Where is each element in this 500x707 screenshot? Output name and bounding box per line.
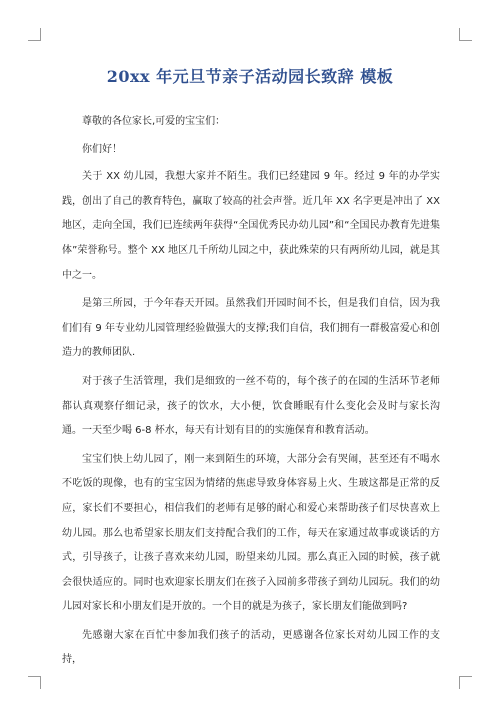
paragraph-3: 对于孩子生活管理，我们是细致的一丝不苟的，每个孩子的在园的生活环节老师都认真观察仔细记录，孩子的饮水，大小便，饮食睡眠有什么变化会及时与家长沟通。一天至少喝 6-8 杯水，每天有计划有目的的实施保育和教育活动。 [62, 375, 440, 437]
paragraph-5: 先感谢大家在百忙中参加我们孩子的活动，更感谢各位家长对幼儿园工作的支持， [62, 629, 440, 666]
paragraph-4: 宝宝们快上幼儿园了，刚一来到陌生的环境，大部分会有哭闹，甚至还有不喝水不吃饭的现像，也有的宝宝因为情绪的焦虑导致身体容易上火、生玻这都是正常的反应，家长们不要担心，相信我们的老师有足够的耐心和爱心来帮助孩子们尽快喜欢上幼儿园。那么也希望家长朋友们支持配合我们的工作，每天在家通过故事或谈话的方式，引导孩子，让孩子喜欢来幼儿园，盼望来幼儿园。那么真正入园的时候，孩子就会很快适应的。同时也欢迎家长朋友们在孩子入园前多带孩子到幼儿园玩。我们的幼儿园对家长和小朋友们是开放的。一个目的就是为孩子，家长朋友们能做到吗? [62, 453, 440, 613]
corner-mark-bottom-right [459, 676, 472, 689]
document-body [62, 110, 440, 677]
corner-mark-bottom-left [28, 676, 41, 689]
corner-mark-top-right [459, 28, 472, 41]
salutation: 尊敬的各位家长,可爱的宝宝们： [82, 116, 226, 127]
document-title: 20xx 年元旦节亲子活动园长致辞 模板 [106, 67, 394, 86]
paragraph-1: 关于 XX 幼儿园，我想大家并不陌生。我们已经建园 9 年。经过 9 年的办学实践，创出了自己的教育特色，赢取了较高的社会声誉。近几年 XX 名字更是冲出了 XX 地区，走向全国，我们已连续两年获得“全国优秀民办幼儿园”和“全国民办教育先进集体”荣誉称号。整个 XX 地区几千所幼儿园之中，获此殊荣的只有两所幼儿园，就是其中之一。 [62, 171, 440, 281]
paragraph-2: 是第三所园，于今年春天开园。虽然我们开园时间不长，但是我们自信，因为我们们有 9 年专业幼儿园管理经验做强大的支撑;我们自信，我们拥有一群极富爱心和创造力的教师团队. [62, 298, 440, 359]
corner-mark-top-left [28, 28, 41, 41]
greeting: 你们好！ [82, 143, 122, 155]
